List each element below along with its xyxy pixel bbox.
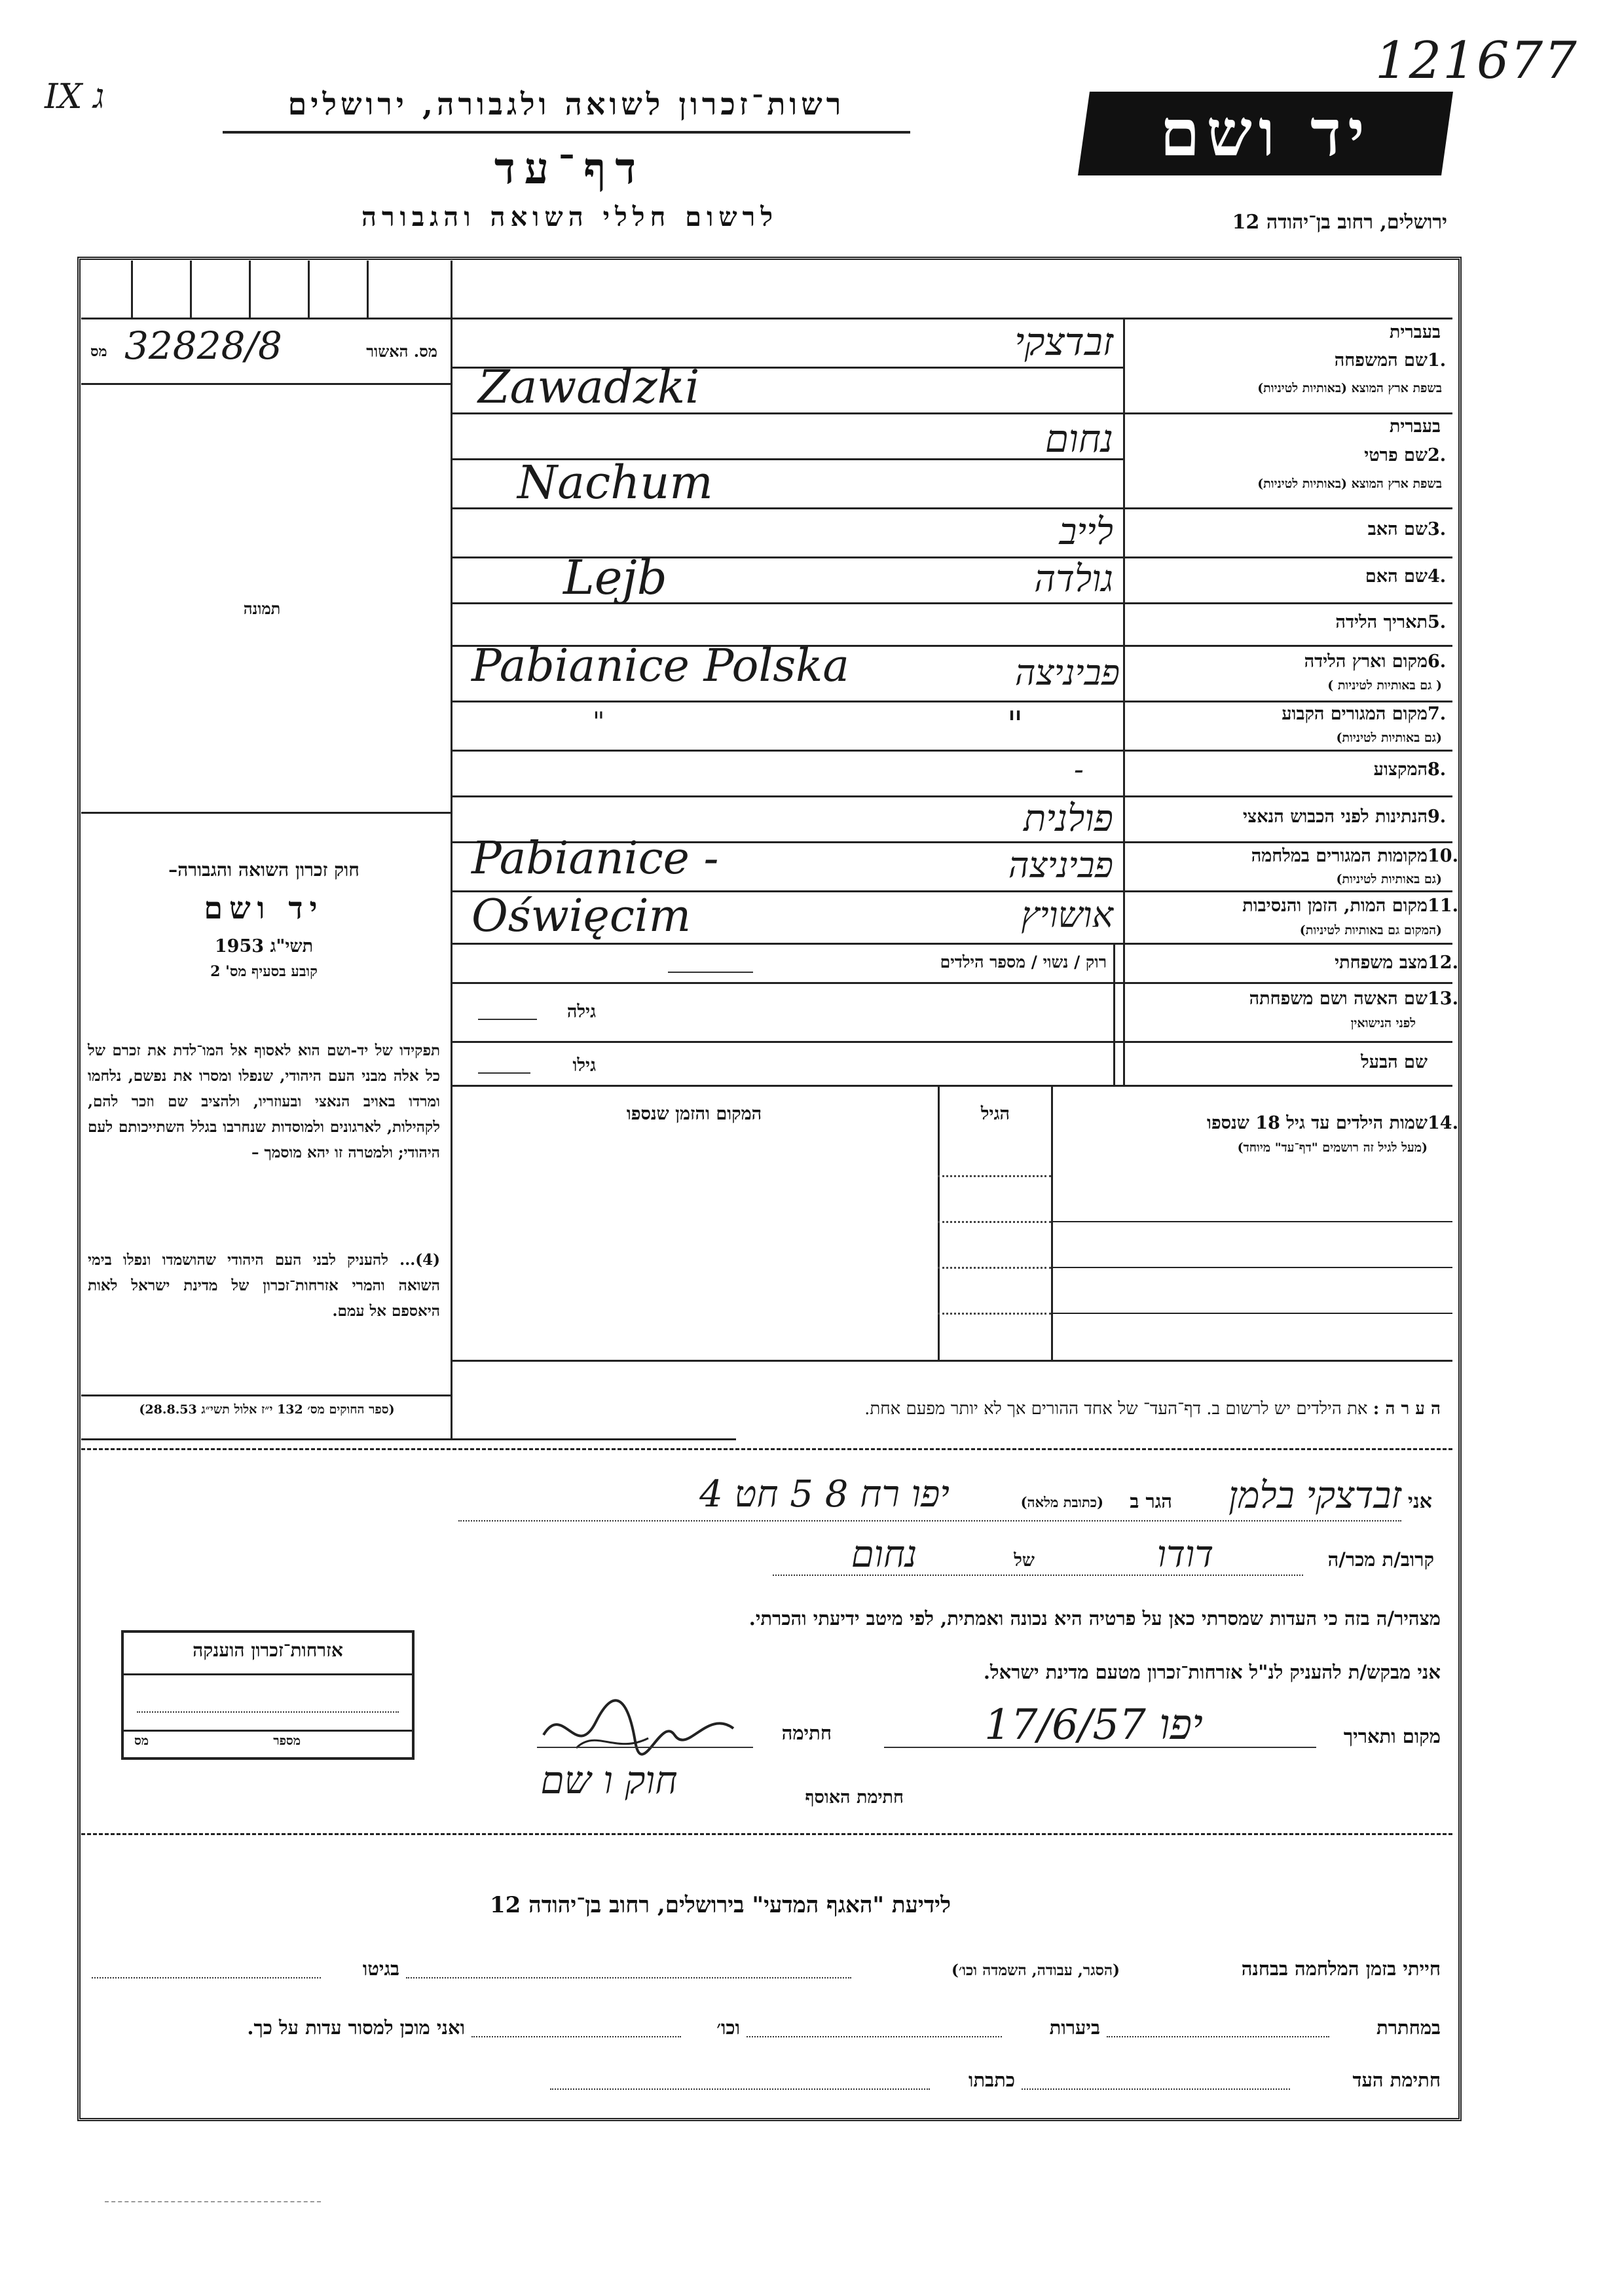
field-2-hint: בשפת ארץ המוצא (באותיות לטיניות): [1257, 477, 1442, 491]
field-10-hebrew: פביניצה: [1008, 845, 1113, 886]
field-13-hint: לפני הנישואין: [1350, 1016, 1416, 1030]
law-title: חוק זכרון השואה והגבורה–: [168, 859, 360, 881]
yad-vashem-logo: [1078, 92, 1453, 175]
collector-label: חתימת האוסף: [805, 1787, 904, 1808]
field-1-number: 1.: [1428, 350, 1447, 371]
field-11-hint: (המקום גם באותיות לטיניות): [1299, 923, 1442, 938]
row-7-end: [451, 750, 1452, 752]
law-clause: קובע בסעיף מס' 2: [210, 963, 318, 980]
decl-shel-label: של: [1014, 1550, 1035, 1571]
footer-line2-mid: ביערות: [1049, 2016, 1100, 2039]
footer-line1-end: בגיטו: [362, 1958, 399, 1980]
authority-name: רשות־זכרון לשואה ולגבורה, ירושלים: [287, 86, 845, 122]
field-11-number: 11.: [1428, 896, 1458, 916]
serial-number-cell: [85, 323, 444, 373]
wife-age-line: [478, 1019, 537, 1020]
field-12-number: 12.: [1428, 953, 1458, 973]
field-11-latin: Oświęcim: [471, 890, 692, 942]
field-8-value: -: [1074, 753, 1084, 786]
footer-line3-fill-1: [1022, 2088, 1290, 2090]
form-subtitle: לרשום חללי השואה והגבורה: [361, 202, 779, 232]
field-3-number: 3.: [1428, 519, 1447, 539]
serial-line: [81, 383, 451, 385]
footer-line2-end: ואני מוכן למסור עדות על כך.: [247, 2016, 465, 2039]
children-row-line: [938, 1267, 1051, 1269]
field-3-label: שם האב: [1367, 519, 1428, 539]
field-7-label: מקום המגורים הקבוע: [1282, 704, 1428, 724]
field-7-latin: ": [593, 707, 605, 737]
decl-relative-label: קרוב/ת מכר/ה: [1327, 1548, 1434, 1571]
top-strip-line: [81, 318, 1452, 319]
decl-ani-label: אני: [1408, 1490, 1432, 1513]
decl-statement-2: אני מבקש/ת להעניק לנ"ל אזרחות־זכרון מטעם מדינת ישראל.: [983, 1661, 1441, 1683]
form-title: דף־עד: [494, 143, 646, 194]
decl-date-line: [884, 1747, 1316, 1748]
footer-line3-end: כתבתו: [969, 2069, 1015, 2091]
decl-address-hint: (כתובת מלאה): [1020, 1494, 1103, 1510]
stamp-line: [137, 1711, 399, 1713]
children-number: 14.: [1428, 1113, 1458, 1133]
serial-label: מס. האשור: [366, 342, 437, 361]
field-8-number: 8.: [1428, 759, 1447, 780]
field-9-label: הנתינות לפני הכבוש הנאצי: [1242, 807, 1428, 827]
field-6-hebrew: פביניצה: [1014, 652, 1120, 693]
margin-mark: [105, 2201, 321, 2202]
law-yad-vashem: יד ושם: [204, 890, 324, 926]
decl-place-date-value: יפו 17/6/57: [984, 1701, 1203, 1749]
children-col-age: הגיל: [980, 1104, 1010, 1124]
decl-address-value: יפו רח 8 5 חט 4: [699, 1473, 950, 1516]
authority-underline: [223, 131, 910, 134]
field-4-number: 4.: [1428, 566, 1447, 587]
husband-age-line: [478, 1072, 530, 1074]
photo-box-bottom: [81, 812, 451, 814]
footer-heading: לידיעת "האגף המדעי" בירושלים, רחוב בן־יהודה 12: [490, 1892, 951, 1918]
field-12-options: רוק / נשוי / מספר הילדים: [940, 953, 1107, 972]
header-address: ירושלים, רחוב בן־יהודה 12: [1232, 211, 1447, 234]
field-1-lang: בעברית: [1389, 322, 1441, 342]
decl-line-2: [773, 1575, 1303, 1576]
field-10-latin: Pabianice -: [471, 833, 719, 884]
decl-relative-value: דודו: [1156, 1533, 1214, 1576]
law-body: תפקידו של יד-ושם הוא לאסוף אל המו־לדת את זכרם של כל אלה מבני העם היהודי, שנפלו ומסרו את נפשם, נלחמו ומרדו באויב הנאצי ובעוזריו, ולהציב שם וזכר להם, לקהילות, לארגונים ולמוסדות שנחרבו בגלל השתייכותם לעם היהודי; ולמטרה זו יהא מוסמך –: [88, 1042, 440, 1161]
field-6-number: 6.: [1428, 651, 1447, 672]
decl-signature-line: [537, 1747, 753, 1748]
decl-ani-value: זבדצקי בלמן: [1228, 1474, 1401, 1517]
children-count-line: [668, 972, 753, 973]
citizenship-stamp-box: [121, 1630, 415, 1760]
husband-label: שם הבעל: [1361, 1052, 1428, 1072]
wife-age-label: גילה: [566, 1002, 596, 1022]
footer-line2-fill-2: [747, 2036, 1002, 2037]
stamp-number-label: מספר: [273, 1734, 301, 1748]
remark: [458, 1399, 1441, 1419]
corner-marks: IX ג: [45, 77, 105, 117]
field-13-label: שם האשה ושם משפחתה: [1249, 989, 1428, 1009]
law-year: תשי"ג 1953: [214, 936, 314, 957]
remark-label: ה ע ר ה :: [1373, 1399, 1441, 1419]
children-table-bottom: [451, 1360, 1452, 1362]
grid-cell: [308, 261, 310, 318]
signature-scribble: [537, 1689, 747, 1768]
field-6-hint: ( גם באותיות לטיניות ): [1327, 678, 1442, 693]
field-2-hebrew: נחום: [1044, 416, 1113, 461]
field-4-latin: Lejb: [563, 550, 667, 605]
law-body-clause: (4)... להעניק לבני העם היהודי שהושמדו ונפלו בימי השואה והמרי אזרחות־זכרון של מדינת ישראל לאות היאספם אל עמם.: [88, 1251, 440, 1320]
serial-value: 32828/8: [124, 323, 282, 368]
field-2-number: 2.: [1428, 445, 1447, 465]
left-column-divider: [451, 261, 452, 1439]
field-11-label: מקום המות, הזמן והנסיבות: [1242, 896, 1428, 916]
law-citation-line: [81, 1394, 451, 1396]
stamp-number-suffix: מס: [134, 1734, 149, 1748]
photo-label: תמונה: [243, 599, 281, 618]
decl-signature-label: חתימה: [781, 1722, 832, 1744]
footer-line2-label: במחתרת: [1376, 2016, 1441, 2039]
decl-statement-1: מצהיר/ה בזה כי העדות שמסרתי כאן על פרטיה היא נכונה ואמתית, לפי מיטב ידיעתי והכרתי.: [748, 1607, 1441, 1630]
section-divider: [81, 1448, 1452, 1450]
footer-line1-hint: (הסגר, עבודה, השמדה וכו׳): [951, 1961, 1120, 1979]
field-2-label: שם פרטי: [1364, 445, 1428, 465]
field-9-hebrew: פולנית: [1024, 797, 1113, 840]
decl-shel-value: נחום: [851, 1533, 917, 1576]
citation-bottom: [81, 1438, 736, 1440]
footer-line2-etc: וכו׳: [716, 2016, 740, 2039]
children-col-place: המקום והזמן שנספו: [626, 1104, 762, 1124]
field-8-label: המקצוע: [1373, 759, 1428, 780]
children-row-line: [938, 1313, 1051, 1315]
decl-place-date-label: מקום ותאריך: [1343, 1725, 1441, 1747]
grid-cell: [367, 261, 369, 318]
field-7-hebrew: ": [1006, 704, 1024, 745]
field-1-label: שם המשפחה: [1334, 350, 1428, 371]
field-10-hint: (גם באותיות לטיניות): [1336, 872, 1442, 886]
field-5-number: 5.: [1428, 612, 1447, 632]
field-3-hebrew: לייב: [1059, 511, 1113, 553]
children-row-line: [1051, 1267, 1452, 1268]
stamp-title-line: [124, 1673, 412, 1675]
collector-value: חוק ו שם: [540, 1758, 678, 1802]
field-5-label: תאריך הלידה: [1335, 612, 1428, 632]
field-2-lang: בעברית: [1389, 416, 1441, 437]
children-hint: (מעל לגיל זה רושמים "דף־עד" מיוחד): [1237, 1140, 1428, 1155]
spouse-divider: [1113, 943, 1115, 1085]
field-13-number: 13.: [1428, 989, 1458, 1009]
decl-gar-label: הגר ב: [1130, 1490, 1172, 1512]
footer-line2-fill-3: [471, 2036, 681, 2037]
footer-line1-label: חייתי בזמן המלחמה בבחנה: [1241, 1958, 1441, 1980]
field-9-number: 9.: [1428, 807, 1447, 827]
file-number: 121677: [1375, 31, 1578, 90]
children-label: שמות הילדים עד גיל 18 שנספו: [1207, 1113, 1428, 1133]
field-4-hebrew: גולדה: [1034, 558, 1113, 600]
field-6-latin: Pabianice Polska: [471, 640, 849, 692]
logo-text: יד ושם: [1160, 96, 1371, 171]
footer-line1-fill: [406, 1977, 851, 1978]
children-row-line: [938, 1175, 1051, 1177]
children-row-line: [938, 1221, 1051, 1223]
children-row-line: [1051, 1313, 1452, 1314]
field-2-latin: Nachum: [517, 456, 713, 509]
row-6-end: [451, 701, 1452, 702]
footer-line3-label: חתימת העד: [1352, 2069, 1441, 2091]
husband-age-label: גילו: [572, 1055, 596, 1076]
row-13-end: [451, 1041, 1452, 1043]
footer-line1-tail: [92, 1977, 321, 1978]
row-11-end: [451, 943, 1452, 945]
children-col-divider-1: [1051, 1085, 1053, 1360]
law-box: [84, 859, 444, 980]
field-11-hebrew: אושויץ: [1021, 894, 1113, 936]
stamp-bottom-line: [124, 1730, 412, 1732]
field-10-number: 10.: [1428, 846, 1458, 866]
field-12-label: מצב משפחתי: [1335, 953, 1428, 973]
law-citation: (ספר החוקים מס׳ 132 י״ז אלול תשי״ג 28.8.53): [139, 1402, 395, 1417]
grid-cell: [249, 261, 251, 318]
field-6-label: מקום וארץ הלידה: [1304, 651, 1428, 672]
footer-divider: [81, 1833, 1452, 1835]
children-row-line: [1051, 1221, 1452, 1222]
remark-text: את הילדים יש לרשום ב. דף־העד־ של אחד ההורים אך לא יותר מפעם אחת.: [864, 1399, 1368, 1419]
field-10-label: מקומות המגורים במלחמה: [1251, 846, 1428, 866]
field-1-hint: בשפת ארץ המוצא (באותיות לטיניות): [1257, 381, 1442, 395]
footer-line2-fill-1: [1107, 2036, 1329, 2037]
serial-prefix: מס: [90, 343, 107, 360]
stamp-title: אזרחות־זכרון הוענקה: [193, 1639, 343, 1661]
field-7-number: 7.: [1428, 704, 1447, 724]
footer-line3-fill-2: [550, 2088, 930, 2090]
field-1-hebrew: זבדצקי: [1014, 319, 1113, 364]
grid-cell: [190, 261, 192, 318]
grid-cell: [131, 261, 133, 318]
field-4-label: שם האם: [1365, 566, 1428, 587]
row-12-end: [451, 982, 1452, 984]
field-7-hint: (גם באותיות לטיניות): [1336, 731, 1442, 745]
decl-line-1: [458, 1520, 1401, 1522]
row-husband-end: [451, 1085, 1452, 1087]
field-1-latin: Zawadzki: [478, 360, 700, 414]
